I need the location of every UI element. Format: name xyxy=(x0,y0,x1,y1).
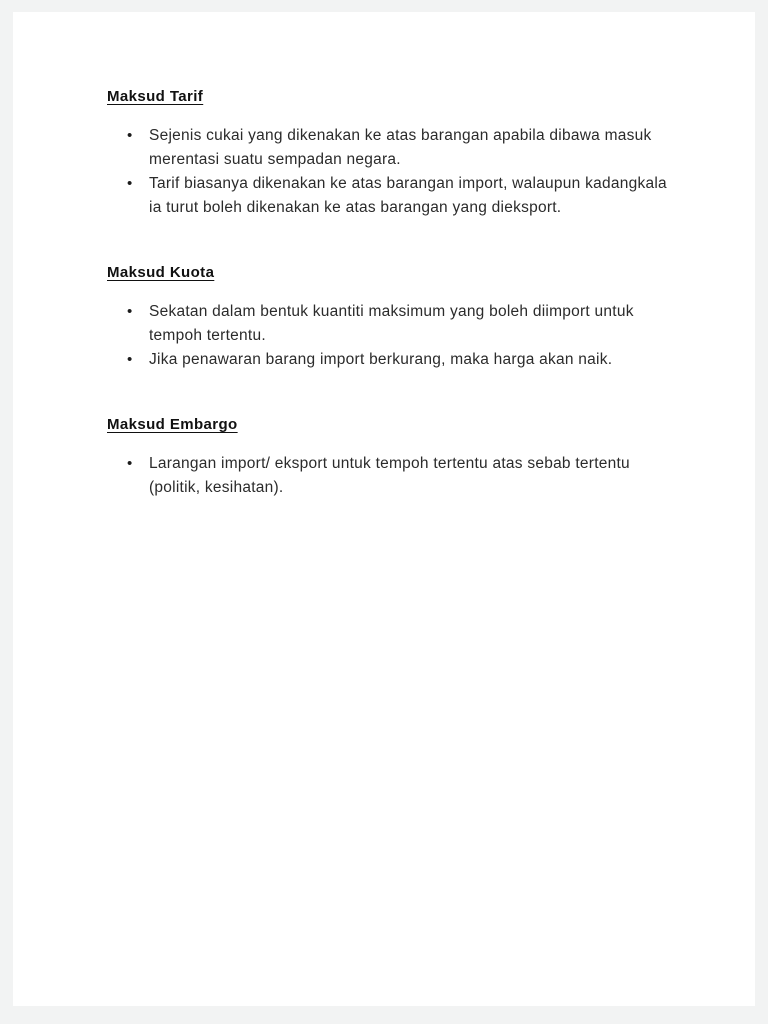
bullet-item xyxy=(107,124,755,172)
section-maksud-kuota xyxy=(107,264,755,372)
bullet-item xyxy=(107,300,755,348)
bullet-marker: • xyxy=(127,455,133,472)
document-page xyxy=(13,12,755,1006)
bullet-text: Sekatan dalam bentuk kuantiti maksimum yang boleh diimport untuk tempoh tertentu. xyxy=(149,303,634,344)
document-content xyxy=(13,12,755,500)
bullet-marker: • xyxy=(127,351,133,368)
bullet-marker: • xyxy=(127,127,133,144)
section-heading: Maksud Tarif xyxy=(107,88,204,105)
section-maksud-tarif xyxy=(107,88,755,220)
bullet-text: Sejenis cukai yang dikenakan ke atas barangan apabila dibawa masuk merentasi suatu sempadan negara. xyxy=(149,127,652,168)
bullet-item xyxy=(107,452,755,500)
bullet-text: Tarif biasanya dikenakan ke atas barangan import, walaupun kadangkala ia turut boleh dikenakan ke atas barangan yang dieksport. xyxy=(149,175,667,216)
section-maksud-embargo xyxy=(107,416,755,500)
bullet-list xyxy=(107,452,755,500)
bullet-marker: • xyxy=(127,175,133,192)
bullet-list xyxy=(107,124,755,220)
bullet-item xyxy=(107,348,755,372)
bullet-list xyxy=(107,300,755,372)
bullet-text: Larangan import/ eksport untuk tempoh tertentu atas sebab tertentu (politik, kesihatan). xyxy=(149,455,630,496)
section-heading: Maksud Embargo xyxy=(107,416,238,433)
section-heading: Maksud Kuota xyxy=(107,264,215,281)
bullet-text: Jika penawaran barang import berkurang, maka harga akan naik. xyxy=(149,351,613,368)
bullet-item xyxy=(107,172,755,220)
bullet-marker: • xyxy=(127,303,133,320)
